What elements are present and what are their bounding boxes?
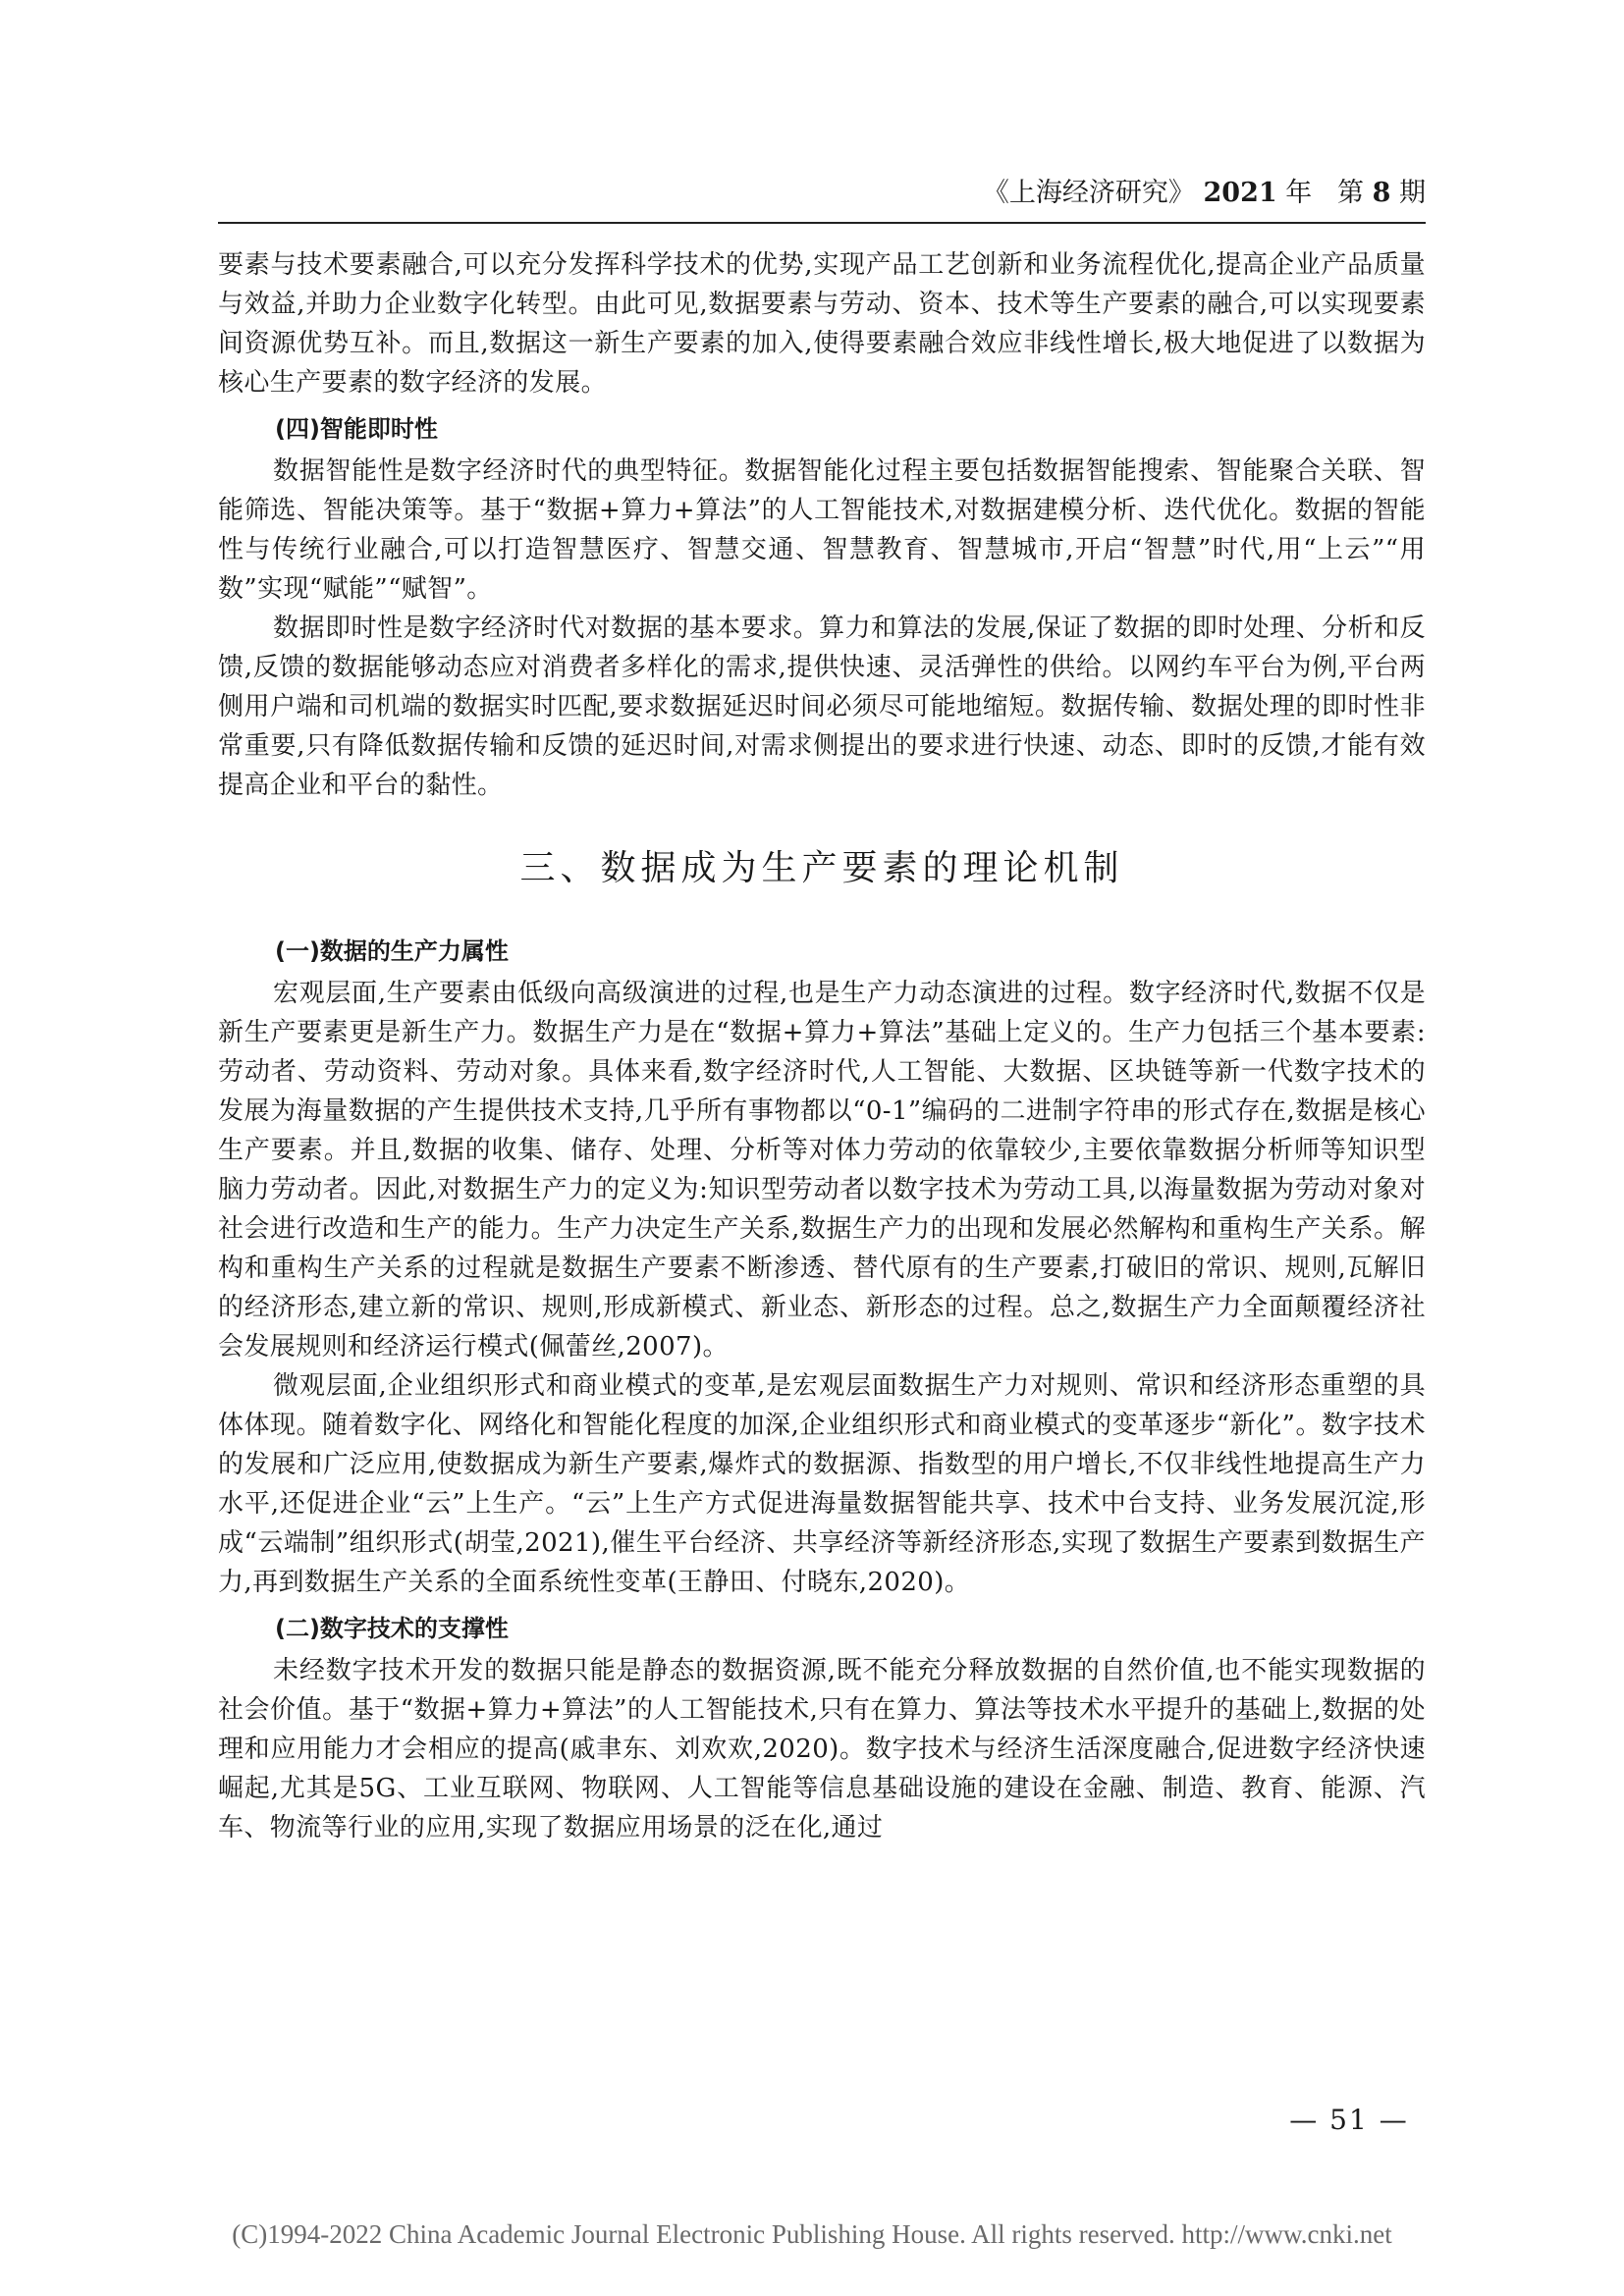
subsection-heading-4: (四)智能即时性 — [275, 415, 438, 443]
paragraph-intelligence: 数据智能性是数字经济时代的典型特征。数据智能化过程主要包括数据智能搜索、智能聚合关联、智能筛选、智能决策等。基于“数据+算力+算法”的人工智能技术,对数据建模分析、迭代优化。数据的智能性与传统行业融合,可以打造智慧医疗、智慧交通、智慧教育、智慧城市,开启“智慧”时代,用“上云”“用数”实现“赋能”“赋智”。 — [218, 456, 1426, 604]
page-number: — 51 — — [1289, 2104, 1409, 2136]
year-unit: 年 — [1285, 178, 1313, 208]
paragraph-macro: 宏观层面,生产要素由低级向高级演进的过程,也是生产力动态演进的过程。数字经济时代,数据不仅是新生产要素更是新生产力。数据生产力是在“数据+算力+算法”基础上定义的。生产力包括三个基本要素:劳动者、劳动资料、劳动对象。具体来看,数字经济时代,人工智能、大数据、区块链等新一代数字技术的发展为海量数据的产生提供技术支持,几乎所有事物都以“0-1”编码的二进制字符串的形式存在,数据是核心生产要素。并且,数据的收集、储存、处理、分析等对体力劳动的依靠较少,主要依靠数据分析师等知识型脑力劳动者。因此,对数据生产力的定义为:知识型劳动者以数字技术为劳动工具,以海量数据为劳动对象对社会进行改造和生产的能力。生产力决定生产关系,数据生产力的出现和发展必然解构和重构生产关系。解构和重构生产关系的过程就是数据生产要素不断渗透、替代原有的生产要素,打破旧的常识、规则,瓦解旧的经济形态,建立新的常识、规则,形成新模式、新业态、新形态的过程。总之,数据生产力全面颠覆经济社会发展规则和经济运行模式(佩蕾丝,2007)。 — [218, 979, 1426, 1362]
subsection-heading-1: (一)数据的生产力属性 — [275, 937, 509, 965]
issue-unit: 期 — [1399, 178, 1426, 208]
paragraph-continued: 要素与技术要素融合,可以充分发挥科学技术的优势,实现产品工艺创新和业务流程优化,提高企业产品质量与效益,并助力企业数字化转型。由此可见,数据要素与劳动、资本、技术等生产要素的融合,可以实现要素间资源优势互补。而且,数据这一新生产要素的加入,使得要素融合效应非线性增长,极大地促进了以数据为核心生产要素的数字经济的发展。 — [218, 250, 1426, 398]
paragraph-micro: 微观层面,企业组织形式和商业模式的变革,是宏观层面数据生产力对规则、常识和经济形态重塑的具体体现。随着数字化、网络化和智能化程度的加深,企业组织形式和商业模式的变革逐步“新化”。数字技术的发展和广泛应用,使数据成为新生产要素,爆炸式的数据源、指数型的用户增长,不仅非线性地提高生产力水平,还促进企业“云”上生产。“云”上生产方式促进海量数据智能共享、技术中台支持、业务发展沉淀,形成“云端制”组织形式(胡莹,2021),催生平台经济、共享经济等新经济形态,实现了数据生产要素到数据生产力,再到数据生产关系的全面系统性变革(王静田、付晓东,2020)。 — [218, 1371, 1426, 1597]
paragraph-immediacy: 数据即时性是数字经济时代对数据的基本要求。算力和算法的发展,保证了数据的即时处理、分析和反馈,反馈的数据能够动态应对消费者多样化的需求,提供快速、灵活弹性的供给。以网约车平台为例,平台两侧用户端和司机端的数据实时匹配,要求数据延迟时间必须尽可能地缩短。数据传输、数据处理的即时性非常重要,只有降低数据传输和反馈的延迟时间,对需求侧提出的要求进行快速、动态、即时的反馈,才能有效提高企业和平台的黏性。 — [218, 614, 1426, 800]
journal-name: 《上海经济研究》 — [982, 178, 1195, 208]
page-body — [218, 245, 1426, 1847]
issue-number: 8 — [1372, 178, 1391, 208]
issue-prefix: 第 — [1337, 178, 1365, 208]
running-header — [218, 175, 1426, 212]
copyright-footer: (C)1994-2022 China Academic Journal Electronic Publishing House. All rights reserved. http://www.cnki.net — [232, 2219, 1392, 2249]
subsection-heading-2: (二)数字技术的支撑性 — [275, 1615, 509, 1642]
paragraph-tech-support: 未经数字技术开发的数据只能是静态的数据资源,既不能充分释放数据的自然价值,也不能实现数据的社会价值。基于“数据+算力+算法”的人工智能技术,只有在算力、算法等技术水平提升的基础上,数据的处理和应用能力才会相应的提高(戚聿东、刘欢欢,2020)。数字技术与经济生活深度融合,促进数字经济快速崛起,尤其是5G、工业互联网、物联网、人工智能等信息基础设施的建设在金融、制造、教育、能源、汽车、物流等行业的应用,实现了数据应用场景的泛在化,通过 — [218, 1656, 1426, 1842]
section-heading-3: 三、数据成为生产要素的理论机制 — [519, 848, 1124, 888]
header-rule — [218, 222, 1426, 224]
journal-year: 2021 — [1203, 178, 1277, 208]
